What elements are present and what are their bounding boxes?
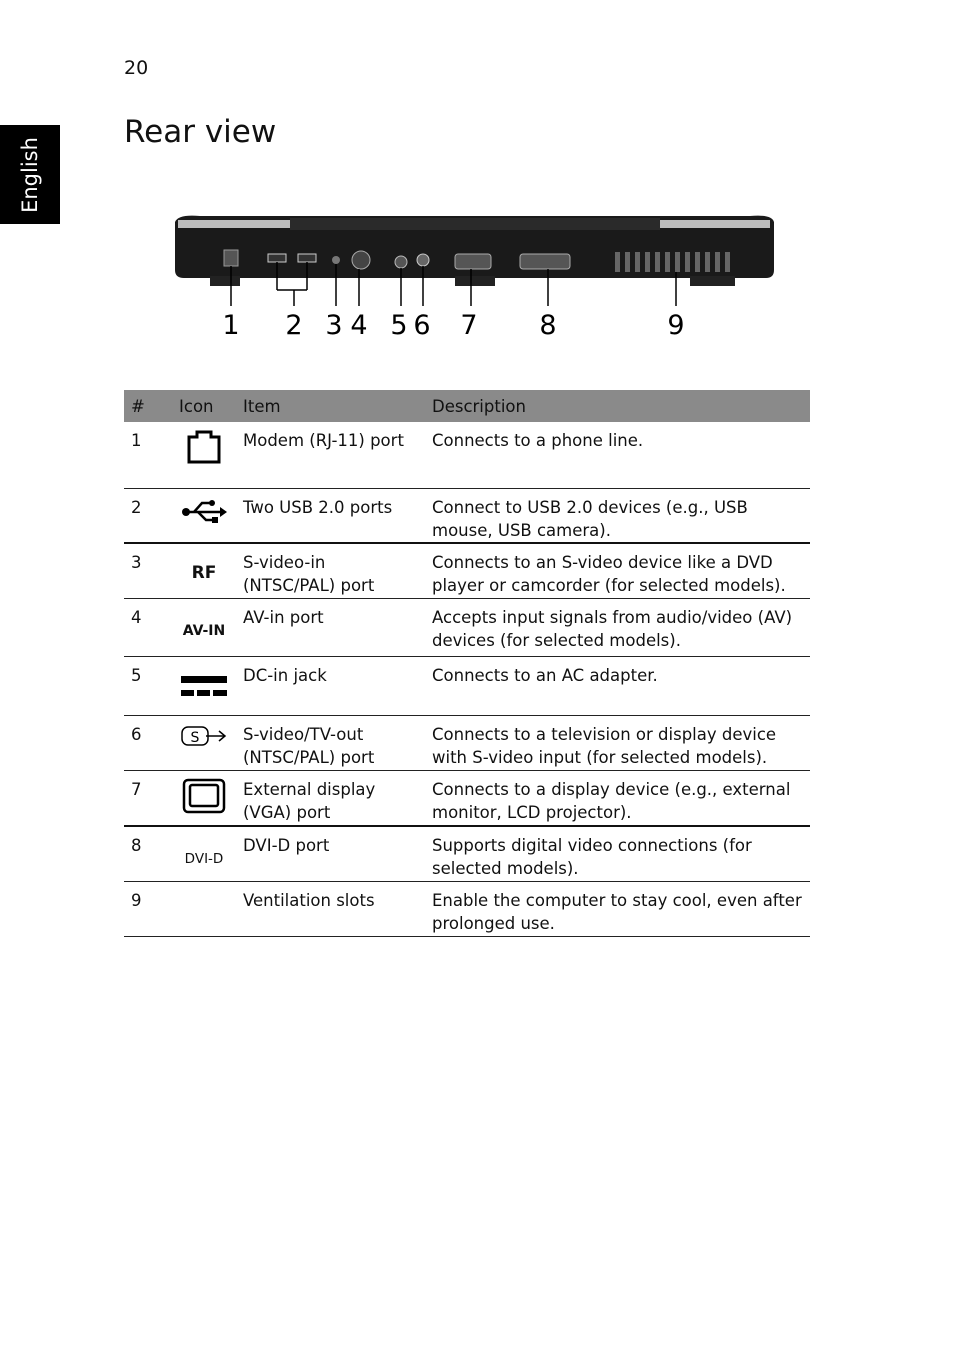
page-number: 20 bbox=[124, 57, 149, 79]
callout-5: 5 bbox=[390, 310, 408, 341]
row-item: DC-in jack bbox=[236, 656, 425, 715]
row-item: Two USB 2.0 ports bbox=[236, 488, 425, 543]
table-row bbox=[124, 543, 810, 598]
av-in-icon: AV-IN bbox=[182, 622, 226, 639]
row-description: Connects to a display device (e.g., external monitor, LCD projector). bbox=[425, 770, 810, 826]
row-description: Connects to an AC adapter. bbox=[425, 656, 810, 715]
table-header bbox=[124, 390, 810, 422]
row-description: Connects to an S-video device like a DVD player or camcorder (for selected models). bbox=[425, 543, 810, 598]
header-number: # bbox=[124, 390, 172, 422]
row-number: 2 bbox=[124, 488, 172, 543]
row-number: 4 bbox=[124, 598, 172, 656]
language-tab bbox=[0, 125, 60, 224]
rf-icon: RF bbox=[191, 563, 217, 583]
row-item: S-video-in (NTSC/PAL) port bbox=[236, 543, 425, 598]
svg-text:S: S bbox=[190, 729, 200, 746]
rear-view-illustration bbox=[170, 210, 780, 345]
table-row bbox=[124, 826, 810, 881]
callout-9: 9 bbox=[667, 310, 685, 341]
table-row bbox=[124, 770, 810, 826]
header-item: Item bbox=[236, 390, 425, 422]
row-number: 7 bbox=[124, 770, 172, 826]
vga-monitor-icon bbox=[182, 778, 226, 814]
usb-icon bbox=[180, 496, 228, 524]
table-row bbox=[124, 715, 810, 770]
language-tab-label: English bbox=[18, 136, 43, 213]
page-title: Rear view bbox=[124, 114, 277, 150]
header-icon: Icon bbox=[172, 390, 236, 422]
dc-in-icon bbox=[180, 672, 228, 702]
row-item: S-video/TV-out (NTSC/PAL) port bbox=[236, 715, 425, 770]
row-number: 5 bbox=[124, 656, 172, 715]
callout-4: 4 bbox=[350, 310, 368, 341]
row-item: DVI-D port bbox=[236, 826, 425, 881]
callout-8: 8 bbox=[539, 310, 557, 341]
row-item: Modem (RJ-11) port bbox=[236, 422, 425, 488]
s-video-out-icon bbox=[180, 723, 228, 749]
header-description: Description bbox=[425, 390, 810, 422]
callout-2: 2 bbox=[285, 310, 303, 341]
table-row bbox=[124, 488, 810, 543]
table-row bbox=[124, 598, 810, 656]
row-number: 6 bbox=[124, 715, 172, 770]
row-description: Enable the computer to stay cool, even after prolonged use. bbox=[425, 881, 810, 936]
row-description: Connects to a phone line. bbox=[425, 422, 810, 488]
row-item: Ventilation slots bbox=[236, 881, 425, 936]
row-description: Connects to a television or display device with S-video input (for selected models). bbox=[425, 715, 810, 770]
row-description: Supports digital video connections (for selected models). bbox=[425, 826, 810, 881]
table-row bbox=[124, 881, 810, 936]
row-item: AV-in port bbox=[236, 598, 425, 656]
row-description: Accepts input signals from audio/video (AV) devices (for selected models). bbox=[425, 598, 810, 656]
table-row bbox=[124, 656, 810, 715]
callout-3: 3 bbox=[325, 310, 343, 341]
callout-6: 6 bbox=[413, 310, 431, 341]
row-number: 8 bbox=[124, 826, 172, 881]
row-description: Connect to USB 2.0 devices (e.g., USB mouse, USB camera). bbox=[425, 488, 810, 543]
row-number: 1 bbox=[124, 422, 172, 488]
row-item: External display (VGA) port bbox=[236, 770, 425, 826]
phone-jack-icon bbox=[186, 429, 222, 465]
table-row bbox=[124, 422, 810, 488]
ports-table bbox=[124, 390, 810, 937]
callout-7: 7 bbox=[460, 310, 478, 341]
row-number: 3 bbox=[124, 543, 172, 598]
dvi-d-icon: DVI-D bbox=[184, 851, 224, 867]
callout-1: 1 bbox=[222, 310, 240, 341]
row-number: 9 bbox=[124, 881, 172, 936]
